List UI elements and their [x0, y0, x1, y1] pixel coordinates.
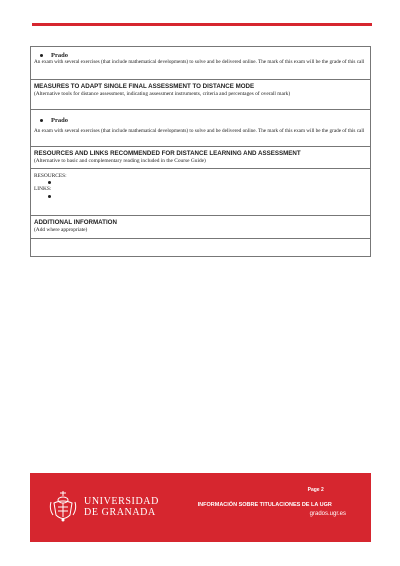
- links-list-item: [34, 193, 367, 200]
- footer-info: [198, 487, 346, 517]
- section-heading: MEASURES TO ADAPT SINGLE FINAL ASSESSMENT TO DISTANCE MODE: [34, 83, 255, 90]
- exam-description: An exam with several exercises (that include mathematical developments) to solve and be delivered online. The mark of this exam will be the grade of this call: [34, 59, 365, 65]
- section-heading: ADDITIONAL INFORMATION: [34, 219, 117, 226]
- single-final-heading-row: [31, 80, 370, 110]
- additional-heading-row: [31, 216, 370, 239]
- info-title: INFORMACIÓN SOBRE TITULACIONES DE LA UGR: [197, 502, 332, 508]
- university-name: [84, 496, 159, 518]
- resources-list-item: [34, 179, 367, 186]
- university-logo: [48, 489, 159, 525]
- university-name-line1: UNIVERSIDAD: [84, 496, 159, 507]
- bullet-item: [34, 116, 367, 124]
- website-link[interactable]: grados.ugr.es: [309, 511, 346, 517]
- section-heading: RESOURCES AND LINKS RECOMMENDED FOR DISTANCE LEARNING AND ASSESSMENT: [34, 150, 301, 157]
- bullet-label: Prado: [51, 116, 68, 124]
- resources-heading-row: [31, 147, 370, 169]
- university-crest-icon: [48, 489, 78, 525]
- bullet-icon: [40, 119, 43, 122]
- adaptation-table: [30, 46, 371, 257]
- single-final-content-row: [31, 110, 370, 147]
- bullet-item: [34, 51, 367, 59]
- additional-content-row: [31, 239, 370, 256]
- footer-banner: [30, 473, 371, 542]
- bullet-icon: [48, 195, 51, 198]
- bullet-icon: [40, 54, 43, 57]
- links-label: LINKS:: [34, 186, 52, 193]
- exam-description: An exam with several exercises (that include mathematical developments) to solve and be delivered online. The mark of this exam will be the grade of this call: [34, 128, 365, 134]
- resources-label: RESOURCES:: [34, 173, 67, 179]
- bullet-icon: [48, 181, 51, 184]
- bullet-label: Prado: [51, 51, 68, 59]
- section-subheading: (Add where appropriate): [34, 226, 88, 233]
- section-subheading: (Alternative tools for distance assessment, indicating assessment instruments, criteria and percentages of overall mark): [34, 90, 291, 97]
- ordinary-exam-row: [31, 47, 370, 80]
- university-name-line2: DE GRANADA: [84, 507, 156, 518]
- section-subheading: (Alternative to basic and complementary reading included in the Course Guide): [34, 157, 206, 164]
- resources-content-row: [31, 169, 370, 216]
- page-number: Page 2: [307, 487, 324, 493]
- header-rule: [32, 23, 372, 26]
